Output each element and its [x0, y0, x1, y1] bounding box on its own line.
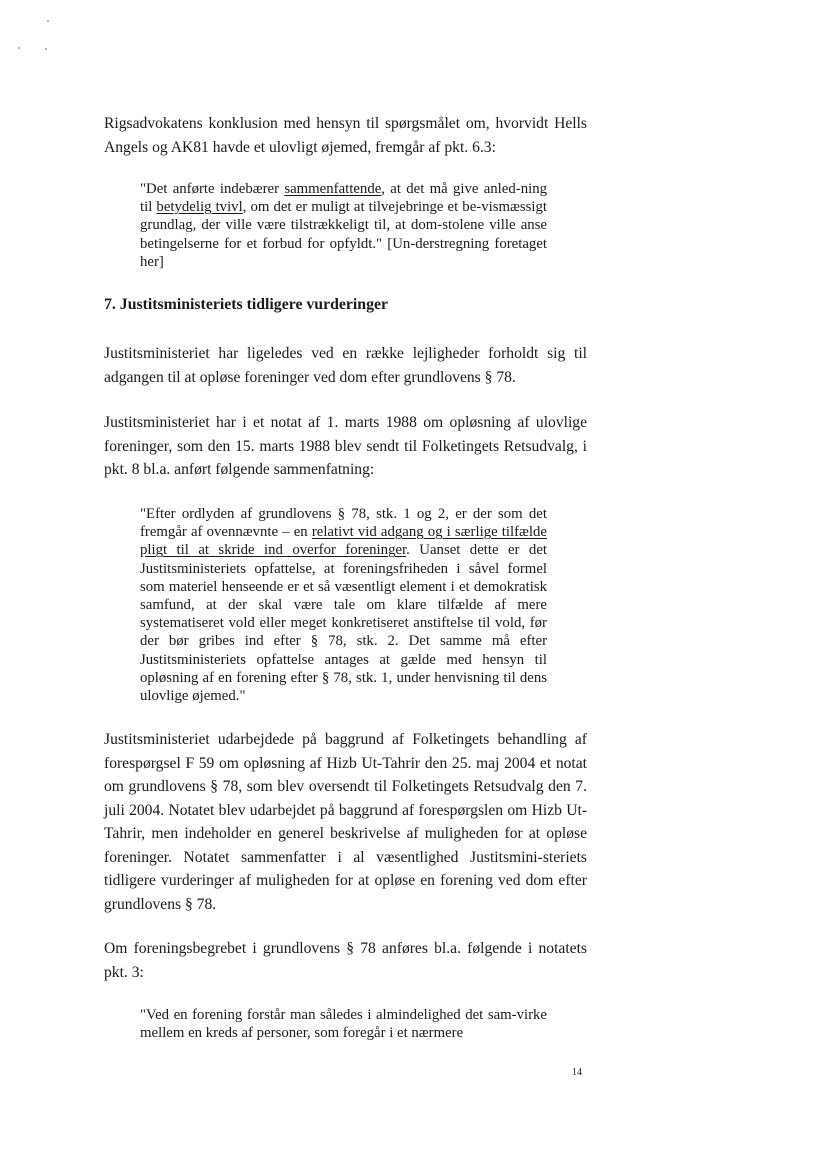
- section-heading: 7. Justitsministeriets tidligere vurderinger: [104, 296, 389, 313]
- scan-speck: [47, 20, 49, 22]
- scan-speck: [45, 48, 47, 50]
- quote-text: "Det anførte indebærer: [140, 181, 285, 197]
- paragraph-rigsadvokat-conclusion: Rigsadvokatens konklusion med hensyn til spørgsmålet om, hvorvidt Hells Angels og AK81 havde et ulovligt øjemed, fremgår af pkt. 6.3:: [104, 115, 587, 156]
- underlined-text: betydelig tvivl: [156, 199, 243, 216]
- paragraph-ministry-position: Justitsministeriet har ligeledes ved en række lejligheder forholdt sig til adgangen til at opløse foreninger ved dom efter grundlovens § 78.: [104, 345, 587, 386]
- paragraph-notat-1988: Justitsministeriet har i et notat af 1. marts 1988 om opløsning af ulovlige foreninger, som den 15. marts 1988 blev sendt til Folketingets Retsudvalg, i pkt. 8 bl.a. anført følgende sammenfatning:: [104, 414, 587, 478]
- quote-text: , at det må give anled-ning til: [140, 181, 547, 216]
- quote-foreningsbegreb: "Ved en forening forstår man således i almindelighed det sam-virke mellem en kreds af personer, som foregår i et nærmere: [140, 1007, 547, 1042]
- underlined-text: sammenfattende: [284, 181, 382, 197]
- page-number: 14: [572, 1067, 582, 1078]
- paragraph-notat-2004: Justitsministeriet udarbejdede på baggrund af Folketingets behandling af forespørgsel F 59 om opløsning af Hizb Ut-Tahrir den 25. maj 2004 et notat om grundlovens § 78, som blev oversendt til Folketingets Retsudvalg den 7. juli 2004. Notatet blev udarbejdet på baggrund af forespørgslen om Hizb Ut-Tahrir, men indeholder en generel beskrivelse af muligheden for at opløse foreninger. Notatet sammenfatter i al væsentlighed Justitsmini-steriets tidligere vurderinger af muligheden for at opløse en forening ved dom efter grundlovens § 78.: [104, 731, 587, 913]
- quote-rigsadvokat: [140, 180, 547, 271]
- quote-text: "Efter ordlyden af grundlovens § 78, stk. 1 og 2, er der som det fremgår af ovennævnte – en: [140, 506, 547, 541]
- quote-text: . Uanset dette er det Justitsministeriets opfattelse, at foreningsfriheden i såvel formel som materiel henseende er et så væsentligt element i et demokratisk samfund, at der skal være tale om klare tilfælde af mere systematiseret vold eller meget konkretiseret anstiftelse til vold, før der bør gribes ind efter § 78, stk. 2. Det samme må efter Justitsministeriets opfattelse antages at gælde med hensyn til opløsning af en forening efter § 78, stk. 1, under henvisning til dens ulovlige øjemed.": [140, 542, 547, 705]
- quote-notat-1988: [140, 505, 547, 705]
- scan-speck: [18, 47, 20, 49]
- paragraph-foreningsbegreb: Om foreningsbegrebet i grundlovens § 78 anføres bl.a. følgende i notatets pkt. 3:: [104, 940, 587, 981]
- underlined-text: relativt vid adgang og i særlige tilfælde pligt til at skride ind overfor foreninger: [140, 524, 547, 559]
- quote-text: , om det er muligt at tilvejebringe et be-vismæssigt grundlag, der ville være tilstrækkeligt til, at dom-stolene ville anse betingelserne for et forbud for opfyldt." [Un-derstregning foretaget her]: [140, 199, 547, 270]
